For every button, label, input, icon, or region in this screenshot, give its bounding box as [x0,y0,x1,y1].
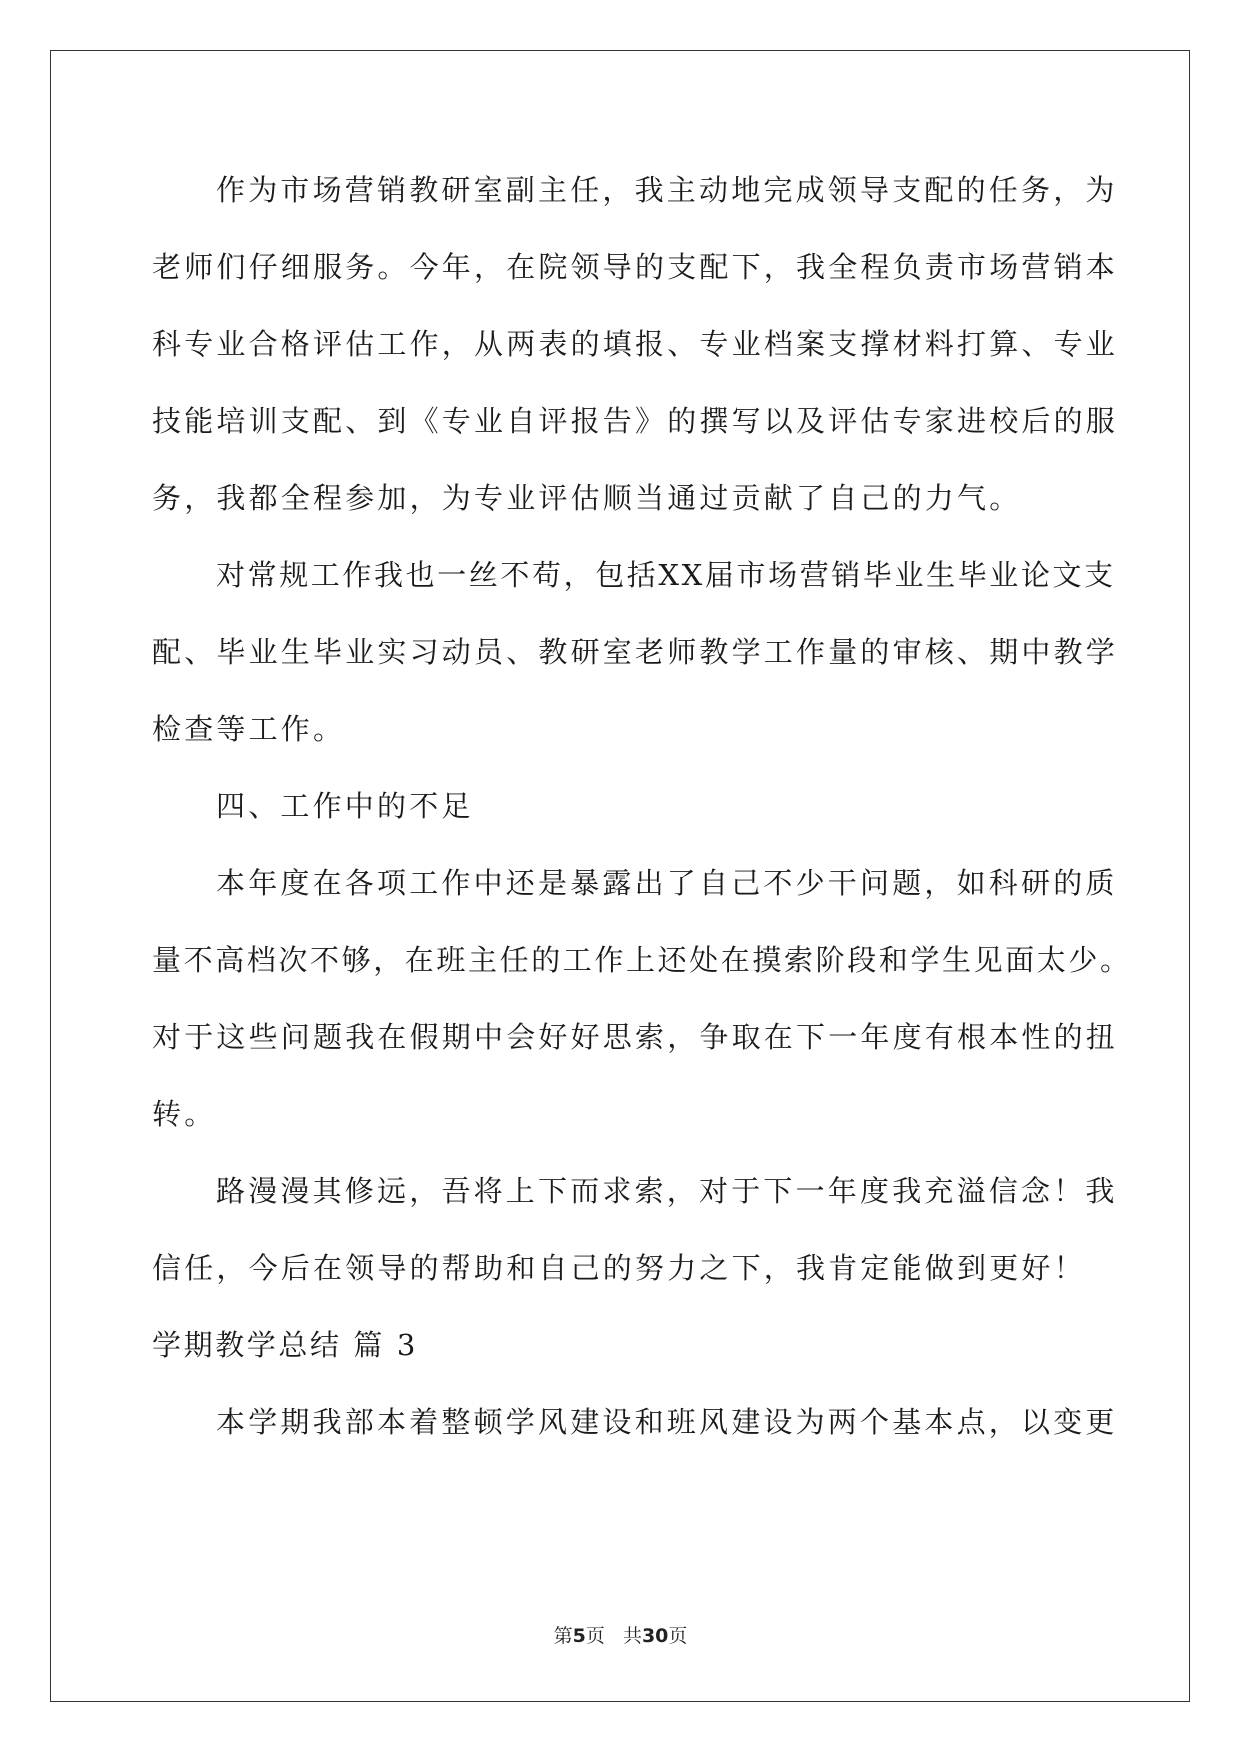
paragraph-line: 配、毕业生毕业实习动员、教研室老师教学工作量的审核、期中教学 [152,635,1119,669]
section-heading: 四、工作中的不足 [216,789,474,823]
paragraph-line: 量不高档次不够，在班主任的工作上还处在摸索阶段和学生见面太少。 [152,943,1132,977]
paragraph-line: 科专业合格评估工作，从两表的填报、专业档案支撑材料打算、专业 [152,327,1119,361]
paragraph-line: 转。 [152,1097,217,1131]
paragraph-line: 务，我都全程参加，为专业评估顺当通过贡献了自己的力气。 [152,481,1022,515]
paragraph-line: 对于这些问题我在假期中会好好思索，争取在下一年度有根本性的扭 [152,1020,1119,1054]
page-footer [0,1621,1241,1648]
paragraph-line: 信任，今后在领导的帮助和自己的努力之下，我肯定能做到更好！ [152,1251,1086,1285]
paragraph-line: 老师们仔细服务。今年，在院领导的支配下，我全程负责市场营销本 [152,250,1119,284]
footer-suffix: 页 [668,1625,688,1647]
footer-middle: 页 共 [585,1625,642,1647]
paragraph-line: 检查等工作。 [152,712,346,746]
paragraph-line: 路漫漫其修远，吾将上下而求索，对于下一年度我充溢信念！我 [216,1174,1118,1208]
section-title: 学期教学总结 篇 3 [152,1328,418,1362]
document-body [152,160,1132,1469]
paragraph-line: 本年度在各项工作中还是暴露出了自己不少干问题，如科研的质 [216,866,1118,900]
paragraph-line: 本学期我部本着整顿学风建设和班风建设为两个基本点，以变更 [216,1405,1118,1439]
paragraph-line: 对常规工作我也一丝不苟，包括XX届市场营销毕业生毕业论文支 [216,558,1116,592]
footer-prefix: 第 [553,1625,573,1647]
current-page-number: 5 [572,1625,586,1647]
total-page-number: 30 [641,1625,669,1647]
paragraph-line: 技能培训支配、到《专业自评报告》的撰写以及评估专家进校后的服 [152,404,1119,438]
paragraph-line: 作为市场营销教研室副主任，我主动地完成领导支配的任务，为 [216,173,1118,207]
